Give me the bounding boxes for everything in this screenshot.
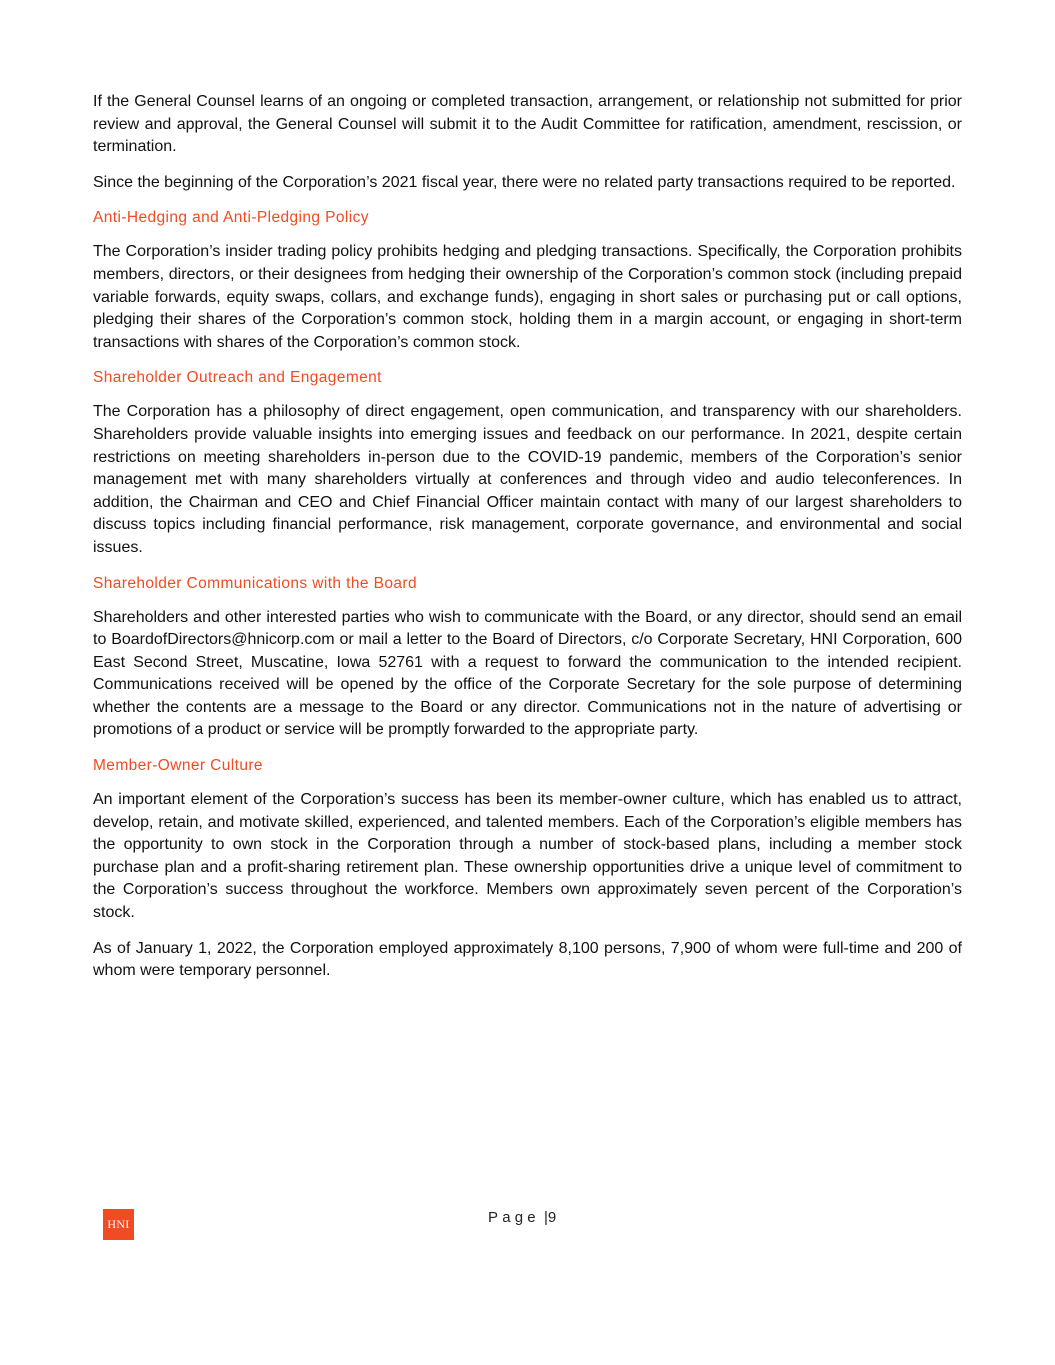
hni-logo (103, 1209, 134, 1240)
page-number-separator: | (539, 1209, 548, 1226)
paragraph-shareholder-outreach: The Corporation has a philosophy of direct engagement, open communication, and transparency with our shareholders. Shareholders provide valuable insights into emerging issues and feedback on our performance. In 2021, despite certain restrictions on meeting shareholders in-person due to the COVID-19 pandemic, members of the Corporation’s senior management met with many shareholders virtually at conferences and through video and audio teleconferences. In addition, the Chairman and CEO and Chief Financial Officer maintain contact with many of our largest shareholders to discuss topics including financial performance, risk management, corporate governance, and environmental and social issues. (93, 403, 962, 556)
heading-member-owner-culture: Member-Owner Culture (93, 757, 263, 775)
paragraph-anti-hedging: The Corporation’s insider trading policy prohibits hedging and pledging transactions. Specifically, the Corporation prohibits members, directors, or their designees from hedging their ownership of the Corporation’s common stock (including prepaid variable forwards, equity swaps, collars, and exchange funds), engaging in short sales or purchasing put or call options, pledging their shares of the Corporation’s common stock, holding them in a margin account, or engaging in short-term transactions with shares of the Corporation’s common stock. (93, 243, 962, 351)
page-number (488, 1209, 556, 1226)
paragraph-employee-count: As of January 1, 2022, the Corporation employed approximately 8,100 persons, 7,900 of whom were full-time and 200 of whom were temporary personnel. (93, 939, 962, 980)
paragraph-shareholder-communications: Shareholders and other interested parties who wish to communicate with the Board, or any director, should send an email to BoardofDirectors@hnicorp.com or mail a letter to the Board of Directors, c/o Corporate Secretary, HNI Corporation, 600 East Second Street, Muscatine, Iowa 52761 with a request to forward the communication to the intended recipient. Communications received will be opened by the office of the Corporate Secretary for the sole purpose of determining whether the contents are a message to the Board or any director. Communications not in the nature of advertising or promotions of a product or service will be promptly forwarded to the appropriate party. (93, 608, 962, 739)
paragraph-related-party-review: If the General Counsel learns of an ongoing or completed transaction, arrangement, or relationship not submitted for prior review and approval, the General Counsel will submit it to the Audit Committee for ratification, amendment, rescission, or termination. (93, 93, 962, 156)
page-number-value: 9 (547, 1209, 557, 1226)
page-number-label: Page (488, 1209, 540, 1226)
document-body (93, 91, 962, 996)
heading-shareholder-outreach: Shareholder Outreach and Engagement (93, 369, 382, 387)
hni-logo-text: HNI (107, 1217, 130, 1231)
paragraph-member-owner-culture: An important element of the Corporation’s success has been its member-owner culture, which has enabled us to attract, develop, retain, and motivate skilled, experienced, and talented members. Each of the Corporation’s eligible members has the opportunity to own stock in the Corporation through a number of stock-based plans, including a member stock purchase plan and a profit-sharing retirement plan. These ownership opportunities drive a unique level of commitment to the Corporation’s success throughout the workforce. Members own approximately seven percent of the Corporation’s stock. (93, 791, 962, 922)
heading-anti-hedging: Anti-Hedging and Anti-Pledging Policy (93, 209, 369, 227)
paragraph-related-party-none: Since the beginning of the Corporation’s 2021 fiscal year, there were no related party transactions required to be reported. (93, 173, 956, 191)
heading-shareholder-communications: Shareholder Communications with the Board (93, 574, 417, 592)
